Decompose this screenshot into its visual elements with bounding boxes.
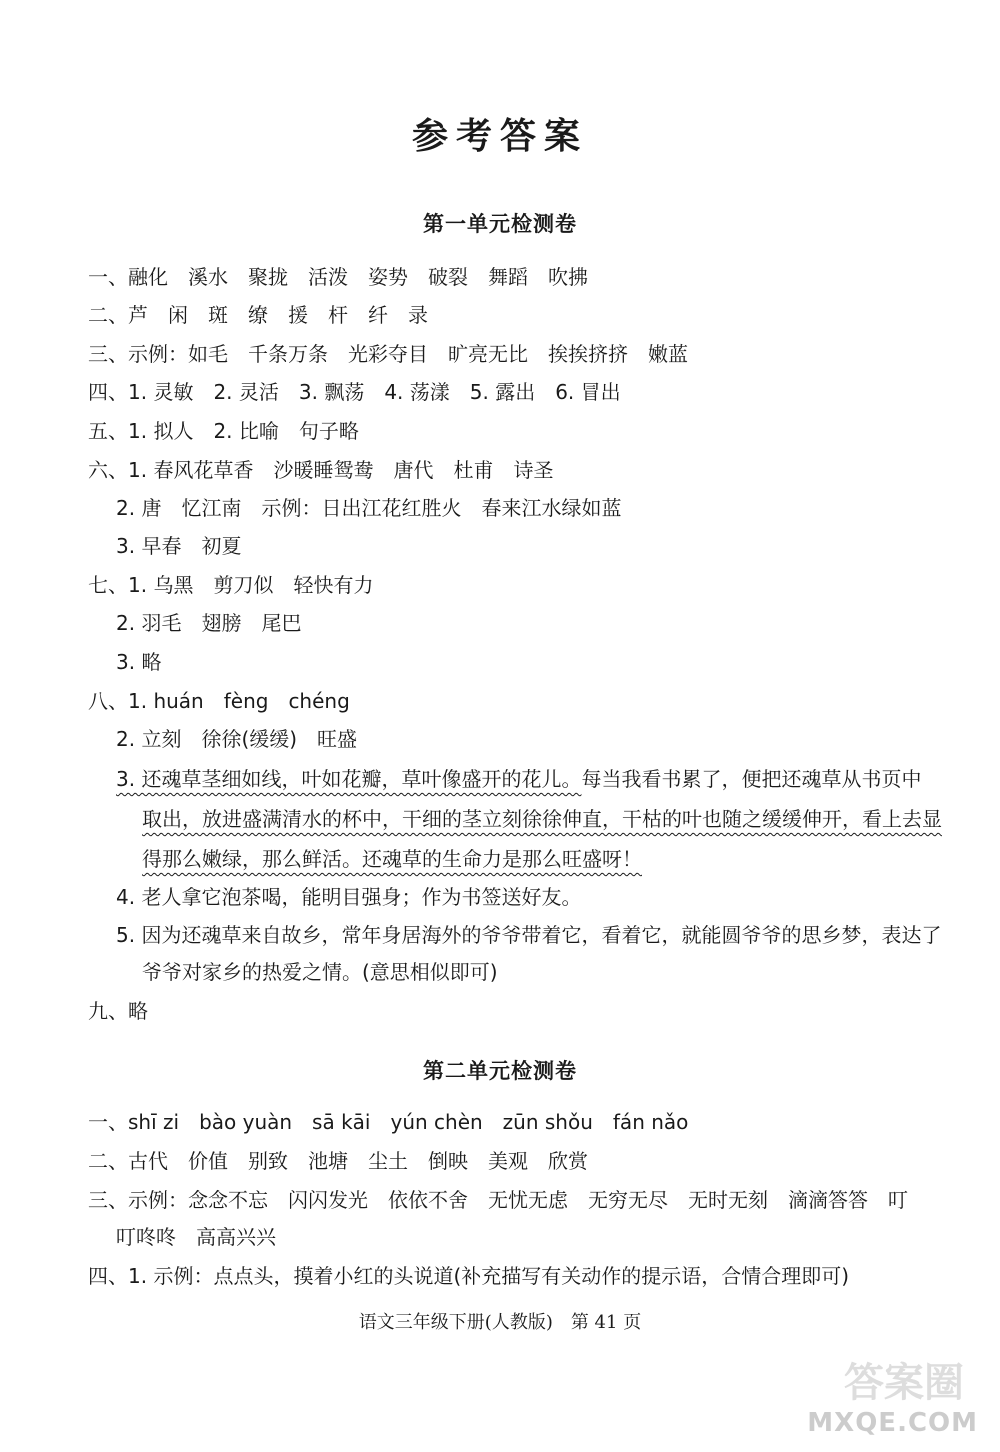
unit1-q7-1: 七、1. 乌黑 剪刀似 轻快有力 bbox=[88, 573, 374, 597]
wavy-underlined-text: 3. 还魂草茎细如线，叶如花瓣，草叶像盛开的花儿。 bbox=[116, 767, 582, 791]
unit1-q8-1: 八、1. huán fèng chéng bbox=[88, 689, 350, 713]
unit1-q2: 二、芦 闲 斑 缭 援 杆 纤 录 bbox=[88, 303, 428, 327]
watermark-logo: 答案圈 bbox=[844, 1360, 964, 1406]
unit2-q4-1: 四、1. 示例：点点头，摸着小红的头说道(补充描写有关动作的提示语，合情合理即可) bbox=[88, 1264, 850, 1288]
unit2-q2: 二、古代 价值 别致 池塘 尘土 倒映 美观 欣赏 bbox=[88, 1149, 588, 1173]
wavy-underlined-text: 取出，放进盛满清水的杯中，干细的茎立刻徐徐伸直，干枯的叶也随之缓缓伸开，看上去显 bbox=[142, 807, 942, 831]
unit1-q8-3-cont2 bbox=[142, 844, 642, 874]
unit1-q5: 五、1. 拟人 2. 比喻 句子略 bbox=[88, 419, 359, 443]
unit1-q8-2: 2. 立刻 徐徐(缓缓) 旺盛 bbox=[116, 727, 358, 751]
watermark-url: MXQE.COM bbox=[807, 1408, 978, 1438]
unit2-heading: 第二单元检测卷 bbox=[423, 1058, 577, 1083]
unit2-q1: 一、shī zi bào yuàn sā kāi yún chèn zūn shǒu fán nǎo bbox=[88, 1110, 689, 1134]
unit1-q4: 四、1. 灵敏 2. 灵活 3. 飘荡 4. 荡漾 5. 露出 6. 冒出 bbox=[88, 380, 621, 404]
unit1-q9: 九、略 bbox=[88, 999, 148, 1023]
unit1-q8-5-cont: 爷爷对家乡的热爱之情。(意思相似即可) bbox=[142, 960, 498, 984]
wavy-underlined-text: 得那么嫩绿，那么鲜活。还魂草的生命力是那么旺盛呀！ bbox=[142, 847, 642, 871]
unit1-q7-3: 3. 略 bbox=[116, 650, 162, 674]
unit1-q1: 一、融化 溪水 聚拢 活泼 姿势 破裂 舞蹈 吹拂 bbox=[88, 265, 588, 289]
unit1-q8-5: 5. 因为还魂草来自故乡，常年身居海外的爷爷带着它，看着它，就能圆爷爷的思乡梦，表达了 bbox=[116, 923, 942, 947]
unit1-q6-3: 3. 早春 初夏 bbox=[116, 534, 242, 558]
unit1-heading: 第一单元检测卷 bbox=[423, 211, 577, 236]
unit1-q8-3 bbox=[116, 764, 921, 794]
unit2-q3: 三、示例：念念不忘 闪闪发光 依依不舍 无忧无虑 无穷无尽 无时无刻 滴滴答答 叮 bbox=[88, 1188, 908, 1212]
unit1-q8-3-rest: 每当我看书累了，便把还魂草从书页中 bbox=[581, 767, 922, 791]
unit1-q7-2: 2. 羽毛 翅膀 尾巴 bbox=[116, 611, 302, 635]
unit1-q6-1: 六、1. 春风花草香 沙暖睡鸳鸯 唐代 杜甫 诗圣 bbox=[88, 458, 554, 482]
page-title: 参考答案 bbox=[411, 115, 588, 157]
unit1-q6-2: 2. 唐 忆江南 示例：日出江花红胜火 春来江水绿如蓝 bbox=[116, 496, 622, 520]
unit1-q8-4: 4. 老人拿它泡茶喝，能明目强身；作为书签送好友。 bbox=[116, 885, 582, 909]
unit1-q8-3-cont1 bbox=[142, 804, 942, 834]
unit2-q3-cont: 叮咚咚 高高兴兴 bbox=[116, 1225, 276, 1249]
unit1-q3: 三、示例：如毛 千条万条 光彩夺目 旷亮无比 挨挨挤挤 嫩蓝 bbox=[88, 342, 688, 366]
page-footer: 语文三年级下册(人教版) 第 41 页 bbox=[358, 1312, 642, 1333]
